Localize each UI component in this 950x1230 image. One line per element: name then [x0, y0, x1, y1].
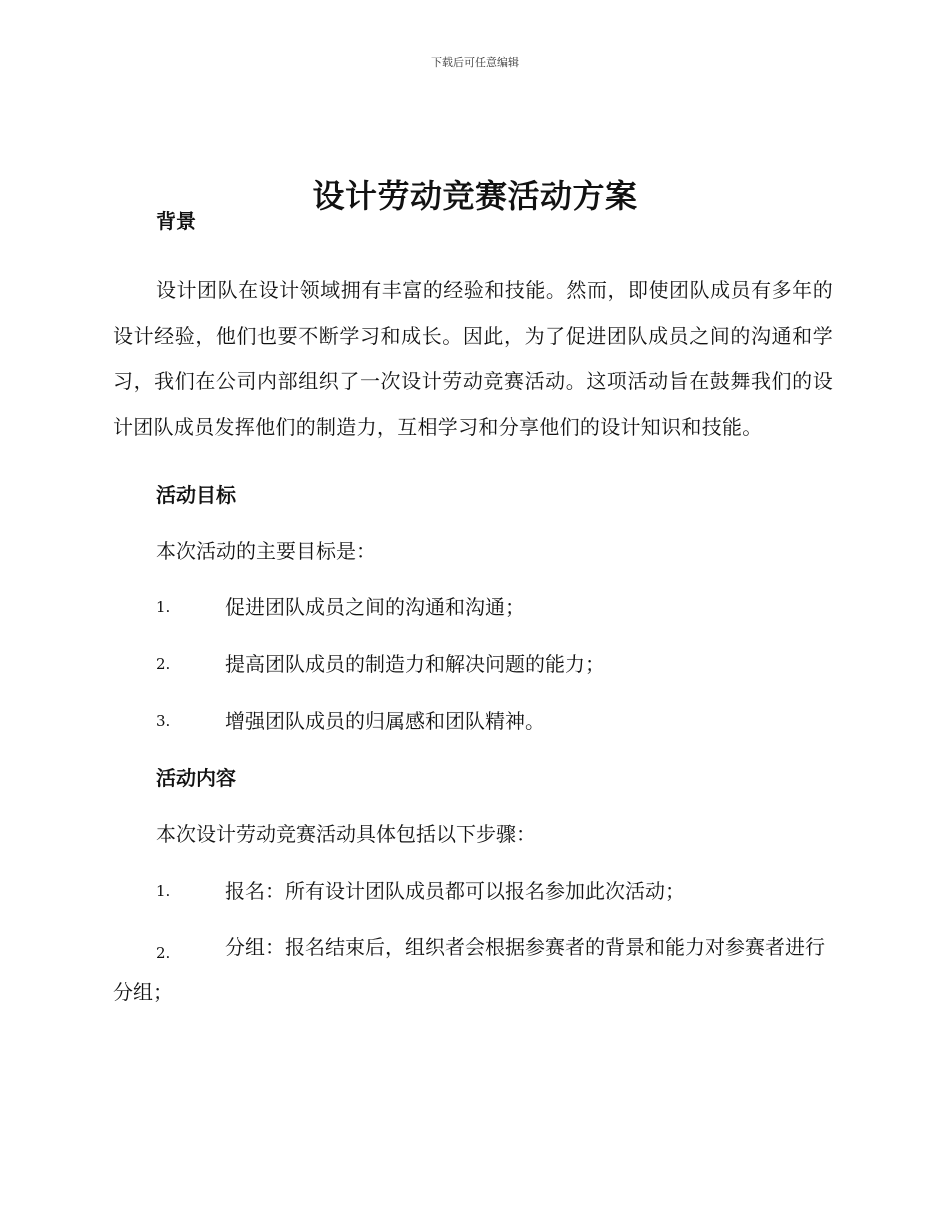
list-number: 2. [156, 655, 171, 673]
goals-intro: 本次活动的主要目标是： [156, 539, 376, 563]
content-list-item [113, 874, 833, 908]
goals-list-item [113, 647, 833, 681]
goals-list-item [113, 590, 833, 624]
list-text: 促进团队成员之间的沟通和沟通； [225, 595, 525, 619]
document-body [113, 204, 833, 1015]
list-text: 增强团队成员的归属感和团队精神。 [225, 709, 545, 733]
list-number: 2. [156, 944, 171, 962]
content-list-item [113, 925, 833, 1015]
section-heading-background: 背景 [156, 209, 196, 233]
section-heading-content: 活动内容 [156, 766, 236, 790]
goals-list-item [113, 704, 833, 738]
list-number: 1. [156, 598, 171, 616]
background-paragraph: 设计团队在设计领域拥有丰富的经验和技能。然而，即使团队成员有多年的设计经验，他们也要不断学习和成长。因此，为了促进团队成员之间的沟通和学习，我们在公司内部组织了一次设计劳动竞赛活动。这项活动旨在鼓舞我们的设计团队成员发挥他们的制造力，互相学习和分享他们的设计知识和技能。 [113, 278, 833, 439]
header-note: 下载后可任意编辑 [431, 56, 519, 69]
list-number: 3. [156, 712, 171, 730]
list-number: 1. [156, 882, 171, 900]
content-intro: 本次设计劳动竞赛活动具体包括以下步骤： [156, 822, 536, 846]
list-text: 报名：所有设计团队成员都可以报名参加此次活动； [225, 879, 685, 903]
document-title: 设计劳动竞赛活动方案 [312, 177, 638, 216]
list-text: 分组：报名结束后，组织者会根据参赛者的背景和能力对参赛者进行分组； [113, 935, 825, 1004]
list-text: 提高团队成员的制造力和解决问题的能力； [225, 652, 605, 676]
section-heading-goals: 活动目标 [156, 483, 236, 507]
